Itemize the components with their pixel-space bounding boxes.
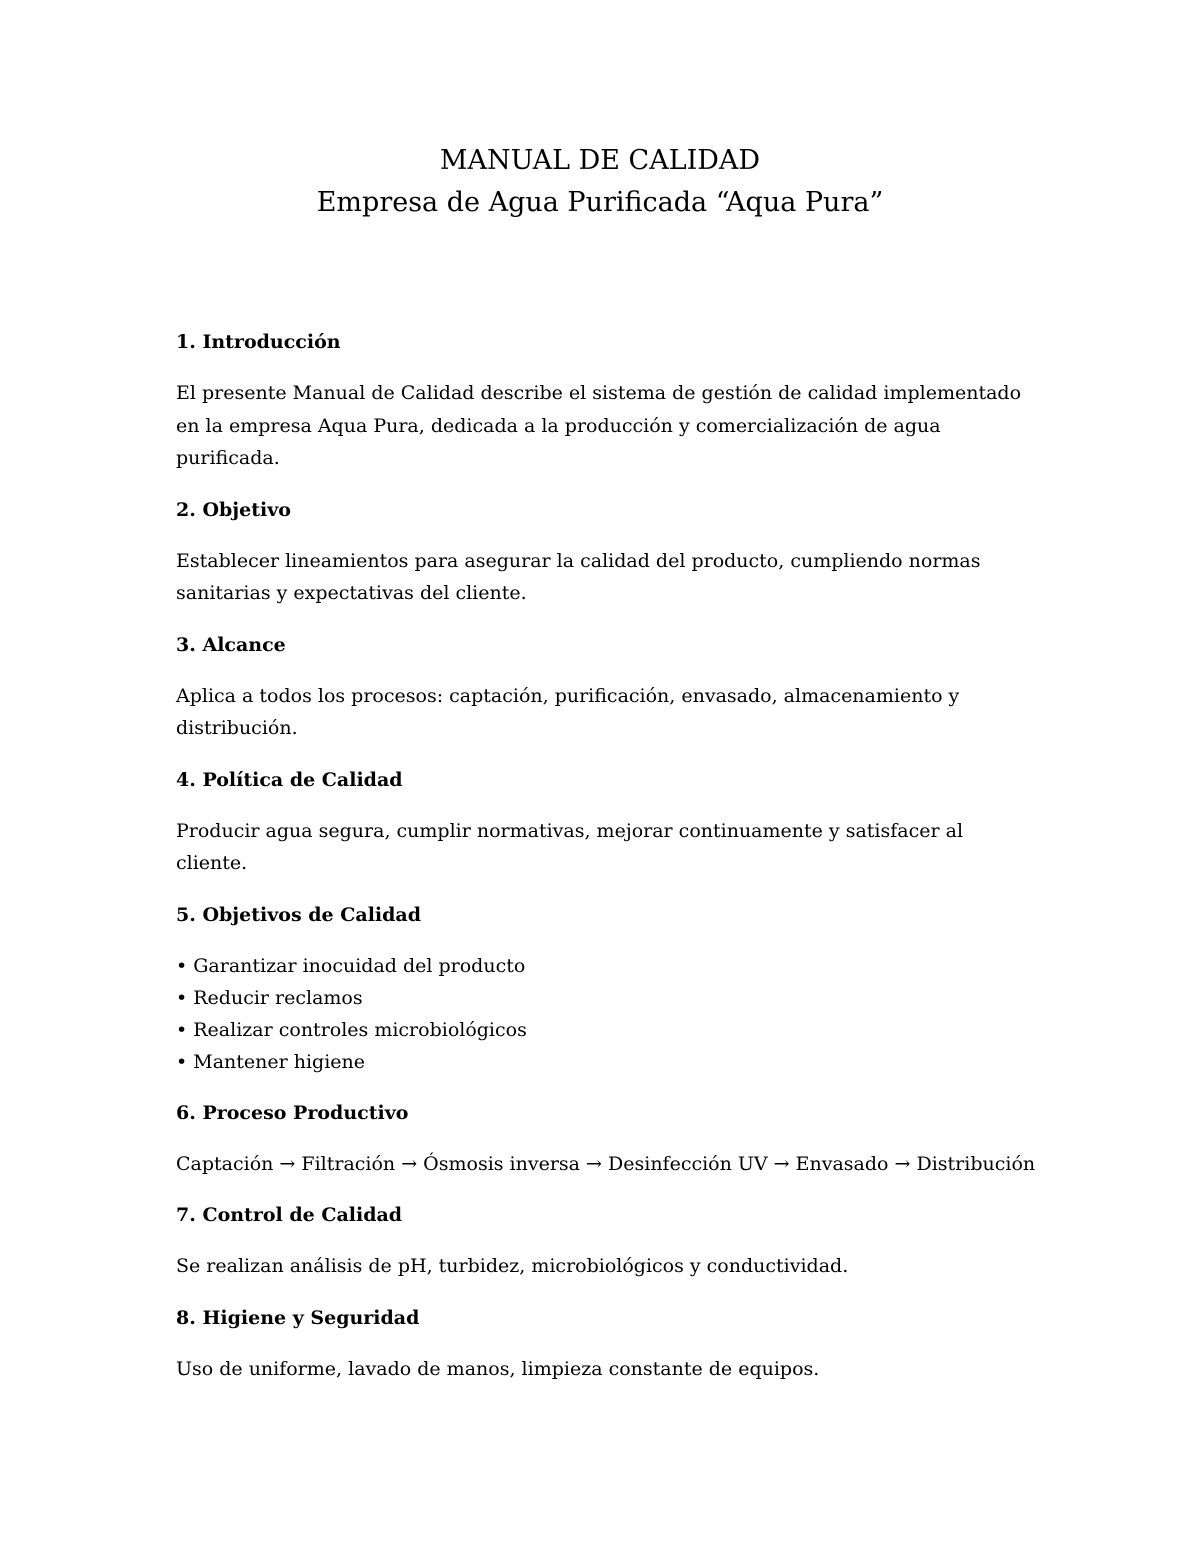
section-text-alcance: Aplica a todos los procesos: captación, purificación, envasado, almacenamiento y distribución.	[176, 684, 960, 739]
section-text-higiene: Uso de uniforme, lavado de manos, limpieza constante de equipos.	[176, 1357, 820, 1380]
section-heading-objetivo: 2. Objetivo	[176, 498, 291, 521]
list-item: • Mantener higiene	[176, 1050, 366, 1073]
section-text-proceso: Captación → Filtración → Ósmosis inversa → Desinfección UV → Envasado → Distribución	[176, 1152, 1036, 1175]
section-text-objetivo: Establecer lineamientos para asegurar la calidad del producto, cumpliendo normas sanitarias y expectativas del cliente.	[176, 549, 981, 604]
list-item: • Reducir reclamos	[176, 986, 363, 1009]
section-heading-objetivos-calidad: 5. Objetivos de Calidad	[176, 903, 422, 926]
title-block	[0, 140, 1200, 224]
section-text-control: Se realizan análisis de pH, turbidez, microbiológicos y conductividad.	[176, 1255, 849, 1277]
document-title: MANUAL DE CALIDAD	[439, 145, 761, 176]
section-heading-proceso: 6. Proceso Productivo	[176, 1101, 409, 1124]
section-text-politica: Producir agua segura, cumplir normativas, mejorar continuamente y satisfacer al cliente.	[176, 819, 964, 874]
list-item: • Garantizar inocuidad del producto	[176, 954, 526, 977]
document-subtitle: Empresa de Agua Purificada “Aqua Pura”	[316, 187, 884, 218]
section-heading-control: 7. Control de Calidad	[176, 1204, 403, 1226]
section-heading-higiene: 8. Higiene y Seguridad	[176, 1306, 420, 1329]
section-heading-alcance: 3. Alcance	[176, 633, 286, 656]
section-heading-politica: 4. Política de Calidad	[176, 768, 403, 791]
list-item: • Realizar controles microbiológicos	[176, 1018, 527, 1041]
document-body	[176, 326, 1036, 1404]
section-text-introduccion: El presente Manual de Calidad describe el sistema de gestión de calidad implementado en la empresa Aqua Pura, dedicada a la producción y comercialización de agua purificada.	[176, 382, 1022, 469]
section-heading-introduccion: 1. Introducción	[176, 331, 341, 353]
objetivos-bullet-list	[176, 950, 1036, 1078]
